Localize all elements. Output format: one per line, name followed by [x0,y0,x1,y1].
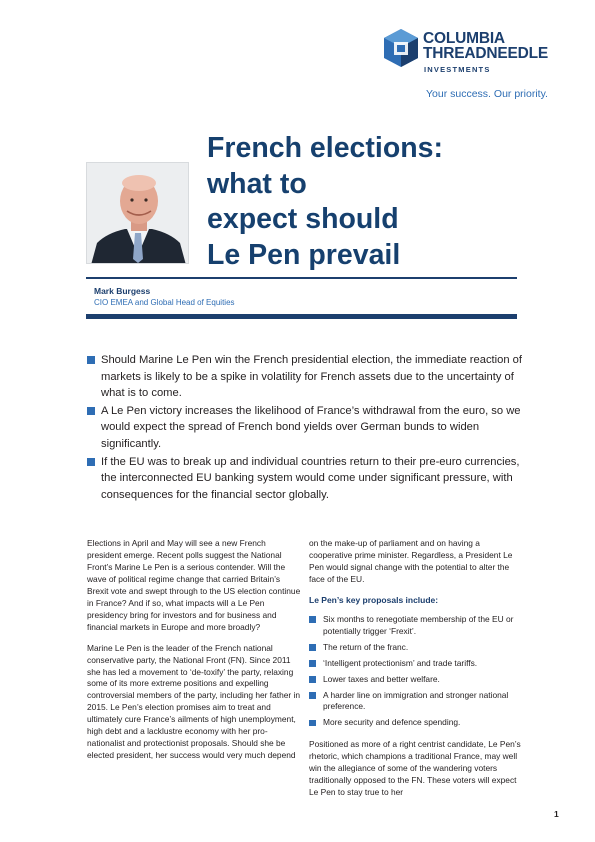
body-column-right [309,538,524,808]
proposal-text: More security and defence spending. [323,717,461,728]
title-line: French elections: [207,132,443,164]
proposals-list [309,614,524,730]
divider-thin [86,277,517,279]
bullet-square-icon [309,692,316,699]
key-point [86,403,526,453]
author-photo [86,162,189,264]
key-point-text: A Le Pen victory increases the likelihood of France’s withdrawal from the euro, so we would expect the spread of French bond yields over German bunds to widen significantly. [101,404,521,450]
key-point-text: If the EU was to break up and individual countries return to their pre-euro currencies, the interconnected EU banking system would come under significant pressure, with consequences for the financial sector globally. [101,455,520,501]
divider-thick [86,314,517,319]
proposal-item [309,674,524,686]
title-line: expect should [207,203,399,235]
body-paragraph: Marine Le Pen is the leader of the French national conservative party, the National Front (FN). Since 2011 she has led a movement to ‘de-toxify’ the party, relaxing some of its more extreme positions and expelling controversial members of the party, including her father in 2015. Le Pen’s election promises aim to treat and ultimately cure France’s ailments of high unemployment, high debt and a lacklustre economy with her pro-nationalist and protectionist proposals. Should she be elected president, her success would very much depend [87,642,301,761]
body-paragraph: Elections in April and May will see a new French president emerge. Recent polls suggest the National Front’s Marine Le Pen is a serious contender. Will the wave of political regime change that carried Britain’s Brexit vote and swept through to the US election continue in France? And if so, what impacts will a Le Pen presidency bring for investors and for business and financial markets in Europe and more broadly? [87,538,301,632]
author-name: Mark Burgess [94,286,151,296]
proposal-item [309,717,524,729]
proposal-item [309,658,524,670]
proposal-text: Lower taxes and better welfare. [323,673,440,684]
logo-text-columbia: COLUMBIA [423,30,505,47]
proposal-text: Six months to renegotiate membership of the EU or potentially trigger ‘Frexit’. [323,613,514,636]
bullet-square-icon [87,458,95,466]
bullet-square-icon [309,616,316,623]
proposal-text: A harder line on immigration and stronger national preference. [323,689,509,712]
key-point-text: Should Marine Le Pen win the French presidential election, the immediate reaction of markets is likely to be a spike in volatility for French assets due to the uncertainty of what is to come. [101,354,523,400]
proposal-text: ‘Intelligent protectionism’ and trade tariffs. [323,657,478,668]
bullet-square-icon [309,676,316,683]
logo-cube-icon [382,28,420,68]
key-point [86,454,526,504]
proposal-item [309,690,524,714]
proposal-item [309,614,524,638]
body-paragraph: Positioned as more of a right centrist candidate, Le Pen’s rhetoric, which champions a traditional France, may well win the allegiance of some of the wandering voters traditionally opposed to the FN. These voters will expect Le Pen to stay true to her [309,739,521,798]
bullet-square-icon [309,644,316,651]
document-title [207,131,527,273]
bullet-square-icon [87,407,95,415]
author-role: CIO EMEA and Global Head of Equities [94,298,235,307]
bullet-square-icon [87,356,95,364]
title-line: Le Pen prevail [207,238,401,271]
key-points-list [86,352,526,504]
logo-text-investments: INVESTMENTS [424,65,491,74]
tagline: Your success. Our priority. [426,88,548,100]
proposal-item [309,642,524,654]
bullet-square-icon [309,660,316,667]
proposals-heading: Le Pen’s key proposals include: [309,594,439,605]
bullet-square-icon [309,720,316,727]
body-column-left [87,538,302,771]
body-paragraph: on the make-up of parliament and on having a cooperative prime minister. Regardless, a President Le Pen would signal change with the potential to alter the face of the EU. [309,538,513,584]
logo-text-threadneedle: THREADNEEDLE [423,45,549,62]
key-point [86,352,526,402]
title-line: what to [207,167,307,200]
page-number: 1 [554,809,559,819]
proposal-text: The return of the franc. [323,641,409,652]
